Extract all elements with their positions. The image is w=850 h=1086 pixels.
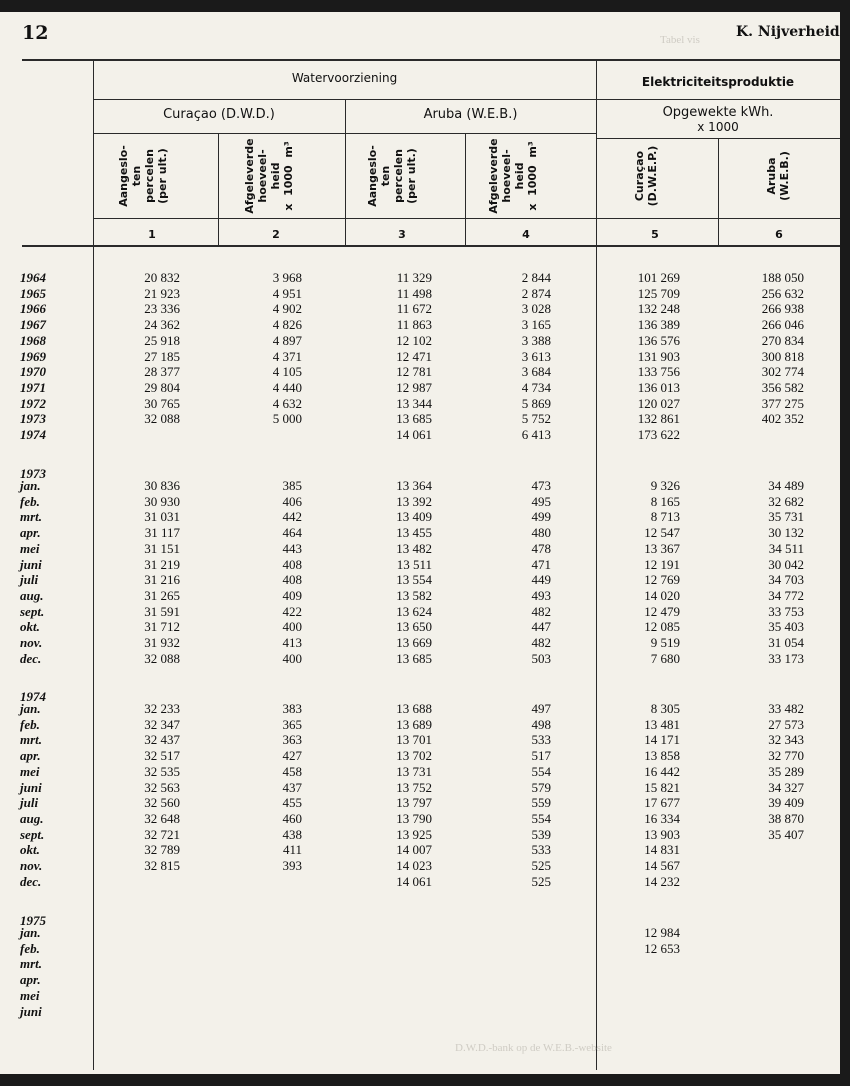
cell-c3: 13 409 (396, 509, 432, 525)
cell-c6: 38 870 (768, 810, 804, 826)
cell-c4: 533 (531, 732, 551, 748)
block-year-label: 1973 (20, 466, 46, 481)
cell-c2: 5 000 (272, 411, 302, 427)
col1-header: Aangeslo- ten percelen (per ult.) (117, 145, 169, 207)
cell-c5: 16 334 (644, 810, 680, 826)
cell-c3: 14 061 (396, 873, 432, 889)
cell-c2: 393 (282, 858, 302, 873)
cell-c3: 11 329 (396, 270, 432, 285)
cell-c4: 2 874 (521, 285, 551, 301)
cell-c1: 32 563 (144, 779, 180, 795)
row-label: apr. (20, 972, 41, 988)
cell-c3: 13 689 (396, 716, 432, 732)
cell-c2: 464 (282, 525, 302, 541)
row-label: okt. (20, 619, 40, 635)
row-label: dec. (20, 873, 42, 889)
row-label: nov. (20, 635, 43, 650)
cell-c6: 34 703 (768, 572, 804, 588)
cell-c4: 480 (531, 525, 551, 541)
cell-c5: 132 248 (637, 301, 680, 317)
cell-c2: 4 826 (272, 317, 302, 333)
cell-c1: 32 233 (144, 701, 180, 716)
row-label: sept. (20, 603, 45, 619)
cell-c2: 4 371 (272, 348, 302, 364)
cell-c2: 3 968 (272, 270, 302, 285)
cell-c2: 4 105 (272, 364, 302, 380)
cell-c4: 495 (531, 493, 551, 509)
cell-c1: 32 517 (144, 748, 180, 764)
cell-c1: 32 088 (144, 650, 180, 666)
block-year-label: 1974 (20, 689, 46, 704)
cell-c1: 25 918 (144, 332, 180, 348)
cell-c3: 12 102 (396, 332, 432, 348)
cell-c2: 4 440 (272, 379, 302, 395)
cell-c3: 13 702 (396, 748, 432, 764)
cell-c3: 13 731 (396, 763, 432, 779)
col6-header: Aruba (W.E.B.) (765, 151, 791, 201)
cell-c4: 471 (531, 556, 551, 572)
cell-c3: 12 987 (396, 379, 432, 395)
cell-c2: 4 951 (272, 285, 302, 301)
cell-c3: 13 701 (396, 732, 432, 748)
cell-c3: 12 471 (396, 348, 432, 364)
cell-c5: 7 680 (650, 650, 680, 666)
cell-c5: 136 013 (637, 379, 680, 395)
cell-c1: 31 712 (144, 619, 180, 635)
cell-c4: 5 752 (521, 411, 551, 427)
cell-c6: 34 772 (768, 587, 804, 603)
cell-c6: 33 753 (768, 603, 804, 619)
cell-c1: 32 789 (144, 842, 180, 858)
cell-c4: 497 (531, 701, 551, 716)
cell-c1: 31 932 (144, 635, 180, 650)
cell-c5: 12 984 (644, 925, 680, 940)
cell-c6: 402 352 (761, 411, 804, 427)
cell-c4: 449 (531, 572, 551, 588)
cell-c4: 499 (531, 509, 551, 525)
cell-c1: 32 648 (144, 810, 180, 826)
row-label: feb. (20, 493, 40, 509)
curacao-water-header: Curaçao (D.W.D.) (163, 107, 275, 122)
cell-c3: 13 554 (396, 572, 432, 588)
colnum-rule (93, 218, 840, 219)
cell-c1: 31 117 (144, 525, 180, 541)
cell-c1: 32 560 (144, 795, 180, 811)
cell-c6: 34 327 (768, 779, 804, 795)
cell-c5: 132 861 (637, 411, 680, 427)
cell-c1: 24 362 (144, 317, 180, 333)
cell-c6: 266 046 (761, 317, 804, 333)
row-label: feb. (20, 940, 40, 956)
cell-c1: 28 377 (144, 364, 180, 380)
cell-c2: 409 (282, 587, 302, 603)
cell-c3: 13 685 (396, 411, 432, 427)
cell-c6: 34 511 (768, 540, 804, 556)
row-label: juni (20, 1003, 42, 1019)
colnum-5: 5 (651, 228, 659, 241)
cell-c6: 35 407 (768, 826, 804, 842)
cell-c4: 447 (531, 619, 551, 635)
electric-header: Elektriciteitsproduktie (641, 75, 795, 89)
cell-c5: 13 903 (644, 826, 680, 842)
cell-c5: 131 903 (637, 348, 680, 364)
colnum-1: 1 (148, 228, 156, 241)
cell-c3: 13 624 (396, 603, 432, 619)
cell-c1: 32 535 (144, 763, 180, 779)
col2-header: Afgeleverde hoeveel- heid x 1000 m³ (243, 138, 295, 214)
cell-c5: 16 442 (644, 763, 680, 779)
cell-c6: 270 834 (761, 332, 804, 348)
cell-c1: 31 219 (144, 556, 180, 572)
row-label: 1970 (20, 364, 46, 380)
cell-c1: 31 151 (144, 540, 180, 556)
cell-c6: 33 482 (768, 701, 804, 716)
cell-c2: 442 (282, 509, 302, 525)
cell-c4: 482 (531, 603, 551, 619)
cell-c2: 363 (282, 732, 302, 748)
cell-c1: 20 832 (144, 270, 180, 285)
row-label: aug. (20, 810, 44, 826)
aruba-water-header: Aruba (W.E.B.) (423, 107, 518, 122)
cell-c5: 8 713 (650, 509, 680, 525)
cell-c3: 13 482 (396, 540, 432, 556)
row-label: 1973 (20, 411, 46, 427)
generated-kwh-header: Opgewekte kWh. (662, 105, 774, 120)
cell-c3: 11 672 (396, 301, 432, 317)
cell-c2: 408 (282, 556, 302, 572)
row-label: mei (20, 987, 40, 1003)
cell-c4: 533 (531, 842, 551, 858)
row-label: mrt. (20, 956, 43, 972)
cell-c2: 458 (282, 763, 302, 779)
cell-c5: 101 269 (637, 270, 680, 285)
cell-c5: 12 085 (644, 619, 680, 635)
row-label: 1968 (20, 332, 46, 348)
cell-c2: 4 632 (272, 395, 302, 411)
cell-c2: 383 (282, 701, 302, 716)
water-electric-divider (596, 60, 597, 1070)
cell-c5: 12 547 (644, 525, 680, 541)
cell-c6: 377 275 (761, 395, 804, 411)
page-number: 12 (22, 22, 49, 44)
cell-c5: 15 821 (644, 779, 680, 795)
row-label: jan. (20, 701, 41, 716)
row-label: mrt. (20, 509, 43, 525)
cell-c4: 539 (531, 826, 551, 842)
row-label: 1965 (20, 285, 46, 301)
cell-c5: 12 653 (644, 940, 680, 956)
cell-c2: 437 (282, 779, 302, 795)
row-label: 1964 (20, 270, 46, 285)
cell-c2: 455 (282, 795, 302, 811)
cell-c2: 422 (282, 603, 302, 619)
cell-c6: 39 409 (768, 795, 804, 811)
section-title: K. Nijverheid (736, 24, 840, 40)
row-label: 1969 (20, 348, 46, 364)
row-label: 1972 (20, 395, 46, 411)
cell-c1: 23 336 (144, 301, 180, 317)
cell-c3: 13 364 (396, 478, 432, 493)
cell-c5: 12 479 (644, 603, 680, 619)
cell-c4: 473 (531, 478, 551, 493)
cell-c5: 14 171 (644, 732, 680, 748)
cell-c6: 35 731 (768, 509, 804, 525)
colnum-6: 6 (775, 228, 783, 241)
cell-c1: 31 591 (144, 603, 180, 619)
cell-c2: 365 (282, 716, 302, 732)
water-sub-rule (93, 133, 596, 134)
cell-c2: 443 (282, 540, 302, 556)
label-column-rule (93, 60, 94, 1070)
cell-c5: 14 831 (644, 842, 680, 858)
cell-c4: 6 413 (521, 427, 551, 442)
block-year-label: 1975 (20, 913, 46, 928)
cell-c4: 3 613 (521, 348, 551, 364)
colnum-4: 4 (522, 228, 530, 241)
cell-c5: 13 367 (644, 540, 680, 556)
cell-c3: 13 582 (396, 587, 432, 603)
cell-c4: 493 (531, 587, 551, 603)
cell-c1: 30 930 (144, 493, 180, 509)
cell-c3: 13 344 (396, 395, 432, 411)
cell-c2: 4 897 (272, 332, 302, 348)
cell-c6: 35 403 (768, 619, 804, 635)
cell-c5: 13 481 (644, 716, 680, 732)
row-label: nov. (20, 858, 43, 873)
row-label: mei (20, 540, 40, 556)
cell-c1: 32 347 (144, 716, 180, 732)
row-label: juli (20, 572, 39, 588)
cell-c5: 125 709 (637, 285, 680, 301)
cell-c5: 14 232 (644, 873, 680, 889)
cell-c4: 579 (531, 779, 551, 795)
cell-c6: 30 042 (768, 556, 804, 572)
cell-c5: 8 165 (650, 493, 680, 509)
cell-c1: 32 437 (144, 732, 180, 748)
row-label: apr. (20, 525, 41, 541)
row-label: 1966 (20, 301, 46, 317)
cell-c5: 13 858 (644, 748, 680, 764)
cell-c6: 188 050 (761, 270, 804, 285)
colnum-2: 2 (272, 228, 280, 241)
cell-c4: 525 (531, 858, 551, 873)
col4-header: Afgeleverde hoeveel- heid x 1000 m³ (487, 138, 539, 214)
cell-c6: 30 132 (768, 525, 804, 541)
cell-c4: 559 (531, 795, 551, 811)
cell-c2: 406 (282, 493, 302, 509)
colnum-3: 3 (398, 228, 406, 241)
cell-c3: 13 392 (396, 493, 432, 509)
cell-c2: 413 (282, 635, 302, 650)
cell-c2: 460 (282, 810, 302, 826)
cell-c5: 14 567 (644, 858, 680, 873)
cell-c6: 300 818 (761, 348, 804, 364)
row-label: apr. (20, 748, 41, 764)
cell-c3: 13 790 (396, 810, 432, 826)
cell-c6: 27 573 (768, 716, 804, 732)
row-label: juli (20, 795, 39, 811)
bleed-through-text: Tabel vis (660, 34, 700, 46)
cell-c6: 33 173 (768, 650, 804, 666)
row-label: 1974 (20, 427, 46, 442)
group-header-rule (93, 99, 840, 100)
cell-c4: 2 844 (521, 270, 551, 285)
water-header: Watervoorziening (291, 71, 398, 85)
document-page (0, 12, 840, 1074)
cell-c4: 3 165 (521, 317, 551, 333)
cell-c4: 482 (531, 635, 551, 650)
cell-c4: 4 734 (521, 379, 551, 395)
cell-c3: 11 863 (396, 317, 432, 333)
cell-c5: 173 622 (637, 427, 680, 442)
cell-c6: 34 489 (768, 478, 804, 493)
cell-c1: 29 804 (144, 379, 180, 395)
cell-c2: 4 902 (272, 301, 302, 317)
cell-c5: 8 305 (650, 701, 680, 716)
cell-c4: 498 (531, 716, 551, 732)
cell-c5: 12 769 (644, 572, 680, 588)
cell-c3: 13 925 (396, 826, 432, 842)
cell-c1: 31 031 (144, 509, 180, 525)
row-label: dec. (20, 650, 42, 666)
cell-c2: 411 (282, 842, 302, 858)
cell-c3: 13 797 (396, 795, 432, 811)
col5-col6-divider (718, 139, 719, 245)
cell-c6: 266 938 (761, 301, 804, 317)
cell-c6: 356 582 (761, 379, 804, 395)
generated-unit: x 1000 (697, 120, 739, 134)
cell-c4: 3 028 (521, 301, 551, 317)
cell-c6: 32 343 (768, 732, 804, 748)
row-label: mei (20, 763, 40, 779)
cell-c3: 13 685 (396, 650, 432, 666)
cell-c5: 12 191 (644, 556, 680, 572)
row-label: okt. (20, 842, 40, 858)
cell-c1: 31 265 (144, 587, 180, 603)
cell-c5: 136 576 (637, 332, 680, 348)
row-label: jan. (20, 478, 41, 493)
cell-c3: 13 650 (396, 619, 432, 635)
cell-c4: 3 684 (521, 364, 551, 380)
cell-c6: 32 682 (768, 493, 804, 509)
row-label: mrt. (20, 732, 43, 748)
cell-c6: 31 054 (768, 635, 804, 650)
row-label: juni (20, 779, 42, 795)
cell-c2: 438 (282, 826, 302, 842)
col1-col2-divider (218, 134, 219, 245)
col5-header: Curaçao (D.W.E.P.) (633, 145, 659, 207)
row-label: sept. (20, 826, 45, 842)
cell-c3: 12 781 (396, 364, 432, 380)
cell-c3: 13 669 (396, 635, 432, 650)
row-label: aug. (20, 587, 44, 603)
cell-c3: 14 023 (396, 858, 432, 873)
cell-c2: 427 (282, 748, 302, 764)
cell-c4: 3 388 (521, 332, 551, 348)
cell-c2: 385 (282, 478, 302, 493)
cell-c4: 5 869 (521, 395, 551, 411)
cell-c2: 400 (282, 619, 302, 635)
cell-c3: 13 511 (396, 556, 432, 572)
col3-col4-divider (465, 134, 466, 245)
cell-c4: 554 (531, 810, 551, 826)
cell-c1: 27 185 (144, 348, 180, 364)
cell-c5: 136 389 (637, 317, 680, 333)
header-bottom-rule (22, 245, 840, 247)
cell-c2: 408 (282, 572, 302, 588)
row-label: 1971 (20, 379, 46, 395)
cell-c3: 13 752 (396, 779, 432, 795)
row-label: feb. (20, 716, 40, 732)
cell-c5: 14 020 (644, 587, 680, 603)
cell-c5: 9 326 (650, 478, 680, 493)
cell-c1: 21 923 (144, 285, 180, 301)
row-label: juni (20, 556, 42, 572)
cell-c1: 30 765 (144, 395, 180, 411)
cell-c5: 120 027 (637, 395, 680, 411)
cell-c4: 503 (531, 650, 551, 666)
col3-header: Aangeslo- ten percelen (per ult.) (366, 145, 418, 207)
cell-c4: 525 (531, 873, 551, 889)
cell-c3: 13 688 (396, 701, 432, 716)
cell-c2: 400 (282, 650, 302, 666)
cell-c6: 302 774 (761, 364, 804, 380)
electric-sub-rule (596, 138, 840, 139)
table-top-rule (22, 59, 840, 61)
cell-c3: 11 498 (396, 285, 432, 301)
cell-c1: 32 088 (144, 411, 180, 427)
cell-c5: 9 519 (650, 635, 680, 650)
cell-c1: 30 836 (144, 478, 180, 493)
cell-c3: 14 007 (396, 842, 432, 858)
cell-c5: 17 677 (644, 795, 680, 811)
cell-c6: 256 632 (761, 285, 804, 301)
cell-c5: 133 756 (637, 364, 680, 380)
cell-c4: 478 (531, 540, 551, 556)
cell-c3: 14 061 (396, 427, 432, 442)
cell-c6: 35 289 (768, 763, 804, 779)
cell-c6: 32 770 (768, 748, 804, 764)
row-label: jan. (20, 925, 41, 940)
cell-c1: 31 216 (144, 572, 180, 588)
bleed-through-text: D.W.D.-bank op de W.E.B.-website (455, 1042, 612, 1054)
cell-c4: 517 (531, 748, 551, 764)
cell-c3: 13 455 (396, 525, 432, 541)
row-label: 1967 (20, 317, 46, 333)
cell-c1: 32 721 (144, 826, 180, 842)
cell-c1: 32 815 (144, 858, 180, 873)
cell-c4: 554 (531, 763, 551, 779)
